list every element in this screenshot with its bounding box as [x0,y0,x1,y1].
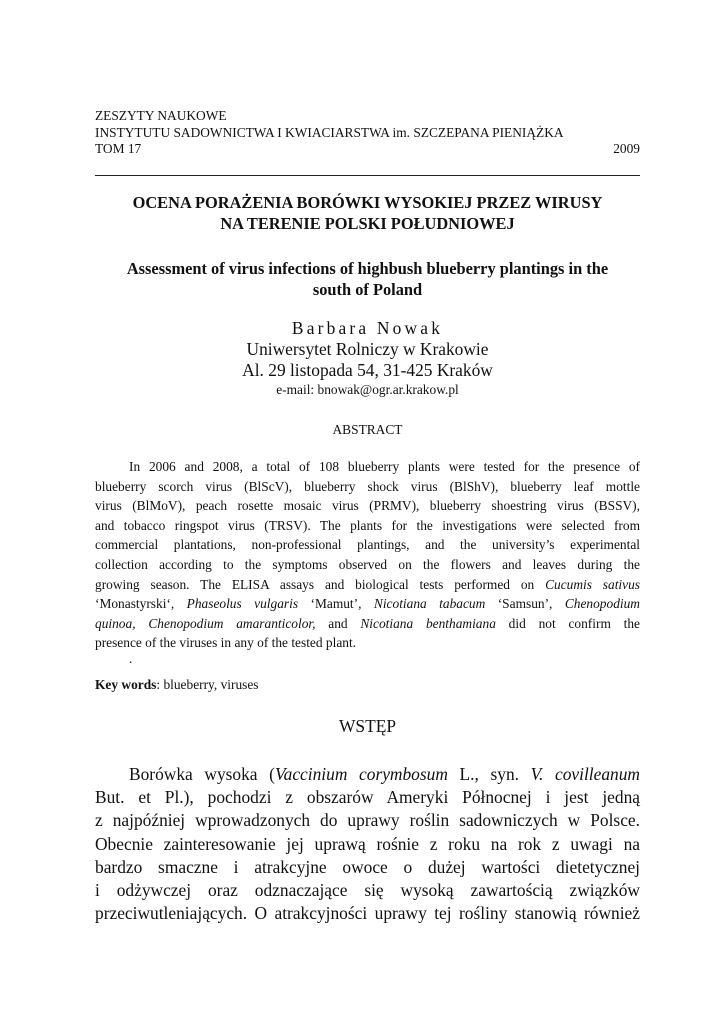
intro-text-segment: Borówka wysoka ( [129,764,275,784]
section-title: WSTĘP [338,716,396,736]
keywords [95,677,259,693]
abstract-line [95,633,640,653]
abstract-line [95,535,640,555]
abstract-text-segment: growing season. The ELISA assays and biological tests performed on [95,576,546,592]
abstract-text-segment: In 2006 and 2008, a total of 108 blueberry plants were tested for the presence of [129,459,640,474]
abstract-body [95,457,640,653]
abstract-text-segment: quinoa, Chenopodium amaranticolor, [95,615,316,631]
abstract-line [95,594,640,614]
abstract-text-segment: Nicotiana benthamiana [360,615,496,631]
intro-text-segment: i odżywczej oraz odznaczające się wysoką zawartością związków [95,879,640,900]
author-name: Barbara Nowak [291,318,444,338]
intro-line [95,879,640,902]
intro-text-segment: Vaccinium corymbosum [274,764,448,784]
abstract-text-segment: and tobacco ringspot virus (TRSV). The plants for the investigations were selected from [95,517,640,533]
intro-line [95,763,640,786]
intro-text-segment: But. et Pl.), pochodzi z obszarów Ameryki Północnej i jest jedną [95,787,640,808]
title-polish-line-1: OCENA PORAŻENIA BORÓWKI WYSOKIEJ PRZEZ WIRUSY [132,193,603,212]
journal-year: 2009 [613,141,640,156]
abstract-text-segment: ‘Monastyrski‘, [95,596,187,612]
intro-line [95,833,640,856]
author-block [95,318,640,381]
abstract-line [95,575,640,595]
abstract-line [95,516,640,536]
abstract-text-segment: ‘Mamut’ [298,596,359,612]
intro-line [95,902,640,925]
intro-text-segment: przeciwutleniających. O atrakcyjności uprawy tej rośliny stanowią również [95,903,640,924]
keywords-value: : blueberry, viruses [156,677,259,692]
title-english-line-2: south of Poland [312,280,423,299]
author-affiliation: Uniwersytet Rolniczy w Krakowie [246,339,489,359]
intro-line [95,856,640,879]
abstract-text-segment: ‘Samsun’, [485,596,565,612]
journal-header [95,108,640,158]
abstract-text-segment: , Nicotiana tabacum [358,596,486,612]
abstract-text-segment: and [315,615,361,631]
stray-dot: . [129,651,133,666]
abstract-text-segment: commercial plantations, non-professional plantings, and the university’s experimental [95,537,640,553]
journal-volume-row [95,141,640,158]
abstract-heading: ABSTRACT [332,422,403,437]
title-polish [95,192,640,234]
abstract-text-segment: collection according to the symptoms observed on the flowers and leaves during the [95,556,640,572]
intro-text-segment: V. covilleanum [530,764,640,784]
title-english-line-1: Assessment of virus infections of highbush blueberry plantings in the [126,259,609,278]
intro-text-segment: Obecnie zainteresowanie jej uprawą rośnie z roku na rok z uwagi na [95,833,640,854]
abstract-line [95,555,640,575]
journal-volume: TOM 17 [95,141,142,156]
abstract-line [95,457,640,477]
journal-line-2: INSTYTUTU SADOWNICTWA I KWIACIARSTWA im. SZCZEPANA PIENIĄŻKA [95,124,564,140]
journal-line-1: ZESZYTY NAUKOWE [95,108,227,123]
abstract-text-segment: virus (BlMoV), peach rosette mosaic virus (PRMV), blueberry shoestring virus (BSSV), [95,498,640,514]
intro-line [95,809,640,832]
abstract-text-segment: Chenopodium [564,596,640,612]
intro-paragraph [95,763,640,925]
abstract-text-segment: blueberry scorch virus (BlScV), blueberry shock virus (BlShV), blueberry leaf mottle [95,478,640,494]
author-email: e-mail: bnowak@ogr.ar.krakow.pl [276,382,459,397]
keywords-label: Key words [95,677,157,692]
intro-text-segment: z najpóźniej wprowadzonych do uprawy roślin sadowniczych w Polsce. [95,810,640,831]
title-english [95,258,640,300]
abstract-text-segment: Cucumis sativus [545,576,640,592]
header-divider [95,175,640,176]
abstract-text-segment: did not confirm the [495,615,640,631]
abstract-line [95,614,640,634]
abstract-line [95,477,640,497]
abstract-line [95,496,640,516]
abstract-text-segment: Phaseolus vulgaris [186,596,299,612]
title-polish-line-2: NA TERENIE POLSKI POŁUDNIOWEJ [220,214,515,233]
intro-text-segment: L., syn. [447,764,531,784]
intro-line [95,786,640,809]
abstract-text-segment: presence of the viruses in any of the tested plant. [95,635,357,651]
intro-text-segment: bardzo smaczne i atrakcyjne owoce o dużej wartości dietetycznej [95,856,640,877]
author-address: Al. 29 listopada 54, 31-425 Kraków [242,360,493,380]
